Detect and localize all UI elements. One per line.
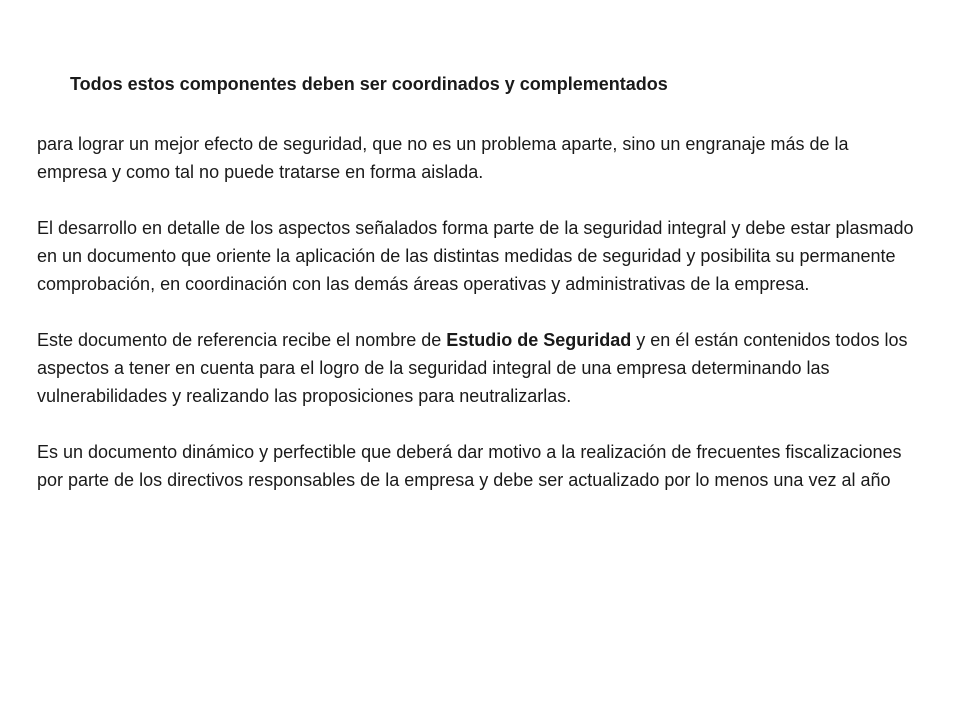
slide-title: Todos estos componentes deben ser coordinados y complementados [70,74,668,94]
paragraph-2: El desarrollo en detalle de los aspectos señalados forma parte de la seguridad integral y debe estar plasmado en un documento que oriente la aplicación de las distintas medidas de seguridad y posibilita su permanente comprobación, en coordinación con las demás áreas operativas y administrativas de la empresa. [37,218,914,294]
slide-body [37,130,917,494]
study-name-emphasis: Estudio de Seguridad [446,330,632,350]
paragraph-3-rest: y en él están contenidos todos los aspectos a tener en cuenta para el logro de la seguridad integral de una empresa determinando las vulnerabilidades y realizando las proposiciones para neutralizarlas. [37,330,908,406]
paragraph-4: Es un documento dinámico y perfectible que deberá dar motivo a la realización de frecuentes fiscalizaciones por parte de los directivos responsables de la empresa y debe ser actualizado por lo menos una vez al año [37,442,902,490]
paragraph-1: para lograr un mejor efecto de seguridad, que no es un problema aparte, sino un engranaje más de la empresa y como tal no puede tratarse en forma aislada. [37,134,849,182]
paragraph-3 [37,326,917,410]
paragraph-3-intro: Este documento de referencia recibe el nombre de [37,330,447,350]
